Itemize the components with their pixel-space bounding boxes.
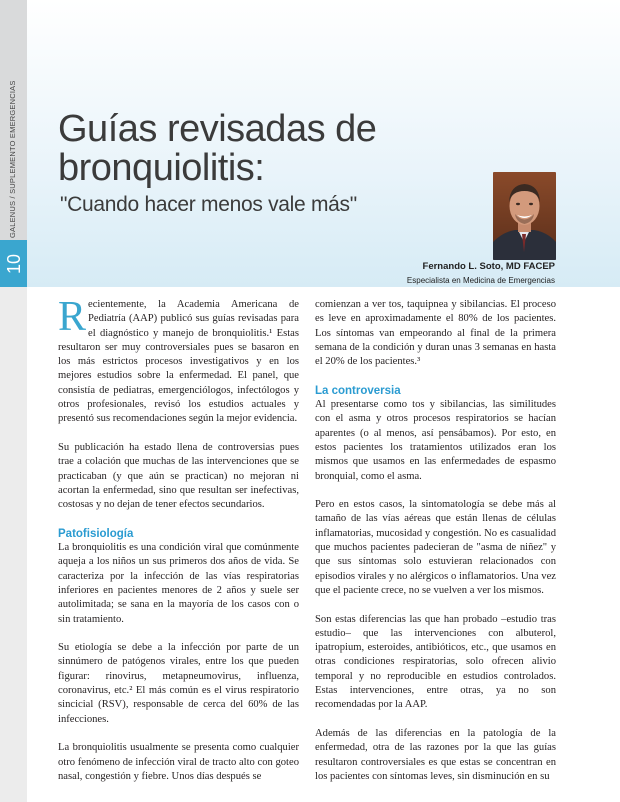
- paragraph: Su etiología se debe a la infección por parte de un sinnúmero de patógenos virales, entre los que pueden figurar: rinovirus, metapneumovirus, influenza, coronavirus, etc.² El más común es el virus respiratorio sincicial (RSV), responsable de cerca del 60% de las infecciones.: [58, 642, 299, 725]
- article-subtitle: "Cuando hacer menos vale más": [60, 193, 357, 216]
- author-name: Fernando L. Soto, MD FACEP: [422, 261, 555, 272]
- running-head: GALENUS / SUPLEMENTO EMERGENCIAS: [8, 80, 17, 238]
- paragraph: comienzan a ver tos, taquipnea y sibilancias. El proceso es leve en aproximadamente el 80% de los pacientes. Los síntomas van empeorando al final de la primera semana de la condición y duran unas 3 semanas en hasta el 20% de los pacientes.³: [315, 299, 556, 368]
- paragraph: Su publicación ha estado llena de controversias pues trae a colación que muchas de las intervenciones que se practicaban (y que aún se practican) no mejoran ni acortan la enfermedad, sino que resultan ser inefectivas, costosas y no dejan de tener efectos secundarios.: [58, 441, 299, 511]
- author-photo: [493, 172, 556, 260]
- drop-cap: R: [58, 294, 87, 340]
- paragraph: Son estas diferencias las que han probado –estudio tras estudio– que las intervenciones con albuterol, ipatropium, esteroides, antibióticos, etc., que usamos en otras condiciones respiratorias, solo ofrecen alivio temporal y no reproducible en estudios controlados. Estas intervenciones, entre otras, ya no son recomendadas por la AAP.: [315, 613, 556, 711]
- title-line-1: Guías revisadas de: [58, 108, 377, 150]
- title-line-2: bronquiolitis:: [58, 147, 265, 189]
- article-title: [58, 110, 478, 188]
- author-role: Especialista en Medicina de Emergencias: [406, 276, 555, 285]
- paragraph: La bronquiolitis es una condición viral que comúnmente aqueja a los niños un sus primeros dos años de vida. Se caracteriza por la infección de las vías respiratorias inferiores en pacientes menores de 2 años y suele ser autolimitada; se sana en la mayoría de los casos con o sin tratamiento.: [58, 542, 299, 625]
- column-right: [315, 298, 556, 798]
- paragraph: Al presentarse como tos y sibilancias, las similitudes con el asma y otros procesos respiratorios se hacían aparentes (o al menos, así pensábamos). Por esto, en estos pacientes los tratamientos utilizados eran los mismos que usamos en las enfermedades de espasmo bronquial, como el asma.: [315, 399, 556, 482]
- page-number: 10: [4, 253, 24, 275]
- author-portrait-icon: [493, 172, 556, 260]
- section-heading: La controversia: [315, 384, 401, 397]
- column-left: [58, 294, 299, 798]
- paragraph: [58, 294, 299, 427]
- paragraph: Además de las diferencias en la patología de la enfermedad, otra de las razones por la que las guías resultaron controversiales es que estas se concentran en los pacientes con síntomas leves, sin disminución en su: [315, 727, 556, 782]
- paragraph: La bronquiolitis usualmente se presenta como cualquier otro fenómeno de infección viral de tracto alto con goteo nasal, congestión y fiebre. Unos días después se: [58, 742, 299, 782]
- section-heading: Patofisiología: [58, 527, 134, 540]
- paragraph: Pero en estos casos, la sintomatología se debe más al tamaño de las vías aéreas que están llenas de células inflamatorias, mucosidad y congestión. No es casualidad que muchos pacientes padecieran de "asma de niñez" y que sus síntomas solo estuvieran relacionados con episodios virales y no alérgicos o inflamatorios. Una vez que el paciente crece, no se vuelven a ver los mismos.: [315, 499, 556, 596]
- paragraph-text: ecientemente, la Academia Americana de Pediatría (AAP) publicó sus guías revisadas para el diagnóstico y manejo de bronquiolitis.¹ Estas resultaron ser muy controversiales pues se basaron en los más estrictos procesos investigativos y en los mejores estudios sobre la enfermedad. El panel, que consistía de pediatras, emergenciólogos, infectólogos y otros profesionales, revisó los estudios actuales y presentó sus recomendaciones según la mejor evidencia.: [58, 299, 299, 425]
